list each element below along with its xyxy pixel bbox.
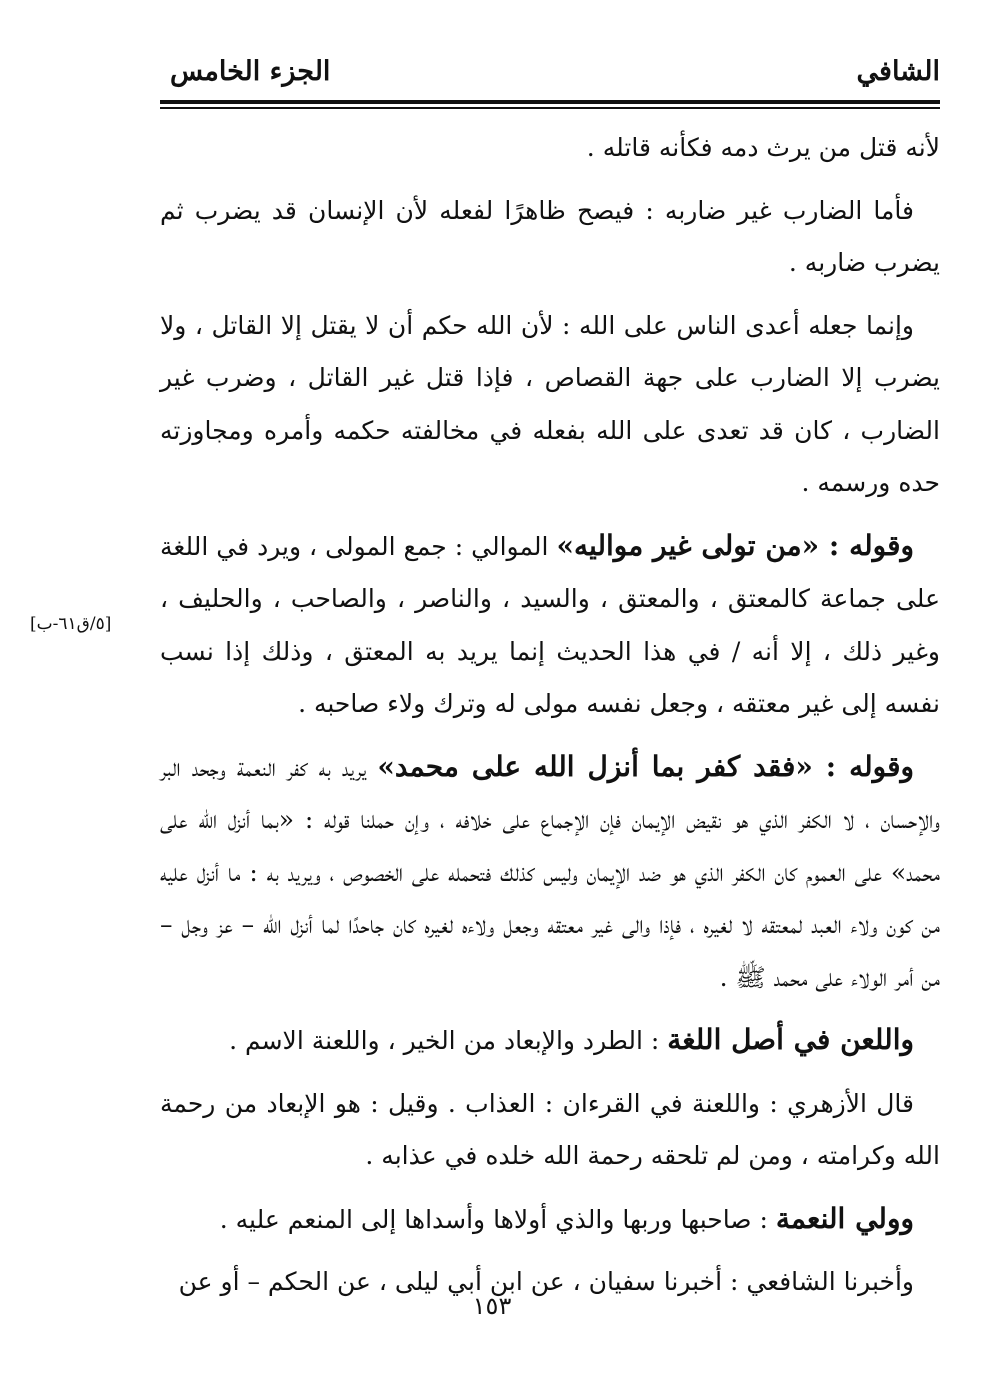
book-title: الشافي: [856, 56, 940, 87]
paragraph-lead: وولي النعمة: [775, 1201, 914, 1235]
paragraph: قال الأزهري : واللعنة في القرءان : العذاب . وقيل : هو الإبعاد من رحمة الله وكرامته ، ومن لم تلحقه رحمة الله خلده في عذابه .: [160, 1088, 940, 1170]
running-header: [160, 50, 940, 100]
page-number: ١٥٣: [472, 1292, 512, 1320]
paragraph-lead: واللعن في أصل اللغة: [667, 1023, 914, 1056]
paragraph-lead: وقوله : «فقد كفر بما أنزل الله على محمد»: [377, 749, 914, 783]
paragraph: واللعن في أصل اللغة : الطرد والإبعاد من الخير ، واللعنة الاسم .: [229, 1023, 914, 1056]
paragraph: وقوله : «من تولى غير مواليه» الموالي : جمع المولى ، ويرد في اللغة على جماعة كالمعتق ، والمعتق ، والسيد ، والناصر ، والصاحب ، والحليف ، وغير ذلك ، إلا أنه / في هذا الحديث إنما يريد به المعتق ، وذلك إذا نسب نفسه إلى غير معتقه ، وجعل نفسه مولى له وترك ولاء صاحبه .: [160, 528, 940, 718]
paragraph-lead: وقوله : «من تولى غير مواليه»: [556, 528, 914, 562]
paragraph: وقوله : «فقد كفر بما أنزل الله على محمد» يريد به كفر النعمة وجحد البر والإحسان ، لا الكفر الذي هو نقيض الإيمان فإن الإجماع على خلافه ، وإن حملنا قوله : «بما أنزل الله على محمد» على العموم كان الكفر الذي هو ضد الإيمان وليس كذلك فتحمله على الخصوص ، ويريد به : ما أنزل عليه من كون ولاء العبد لمعتقه لا لغيره ، فإذا والى غير معتقه وجعل ولاءه لغيره كان جاحدًا لما أنزل الله – عز وجل – من أمر الولاء على محمد ﷺ .: [160, 749, 940, 992]
paragraph: لأنه قتل من يرث دمه فكأنه قاتله .: [586, 133, 940, 162]
paragraph: وولي النعمة : صاحبها وربها والذي أولاها وأسداها إلى المنعم عليه .: [219, 1201, 914, 1235]
body-text: [160, 122, 940, 1319]
volume-label: الجزء الخامس: [170, 56, 331, 87]
paragraph: فأما الضارب غير ضاربه : فيصح ظاهرًا لفعله لأن الإنسان قد يضرب ثم يضرب ضاربه .: [160, 195, 940, 277]
manuscript-folio-note: [٥/ق٦١-ب]: [30, 614, 112, 634]
header-rule-thick: [160, 100, 940, 104]
paragraph: وأخبرنا الشافعي : أخبرنا سفيان ، عن ابن أبي ليلى ، عن الحكم – أو عن: [178, 1267, 914, 1296]
paragraph: وإنما جعله أعدى الناس على الله : لأن الله حكم أن لا يقتل إلا القاتل ، ولا يضرب إلا الضارب على جهة القصاص ، فإذا قتل غير القاتل ، وضرب غير الضارب ، كان قد تعدى على الله بفعله في مخالفته حكمه وأمره ومجاوزته حده ورسمه .: [160, 310, 940, 497]
header-rule-thin: [160, 107, 940, 109]
